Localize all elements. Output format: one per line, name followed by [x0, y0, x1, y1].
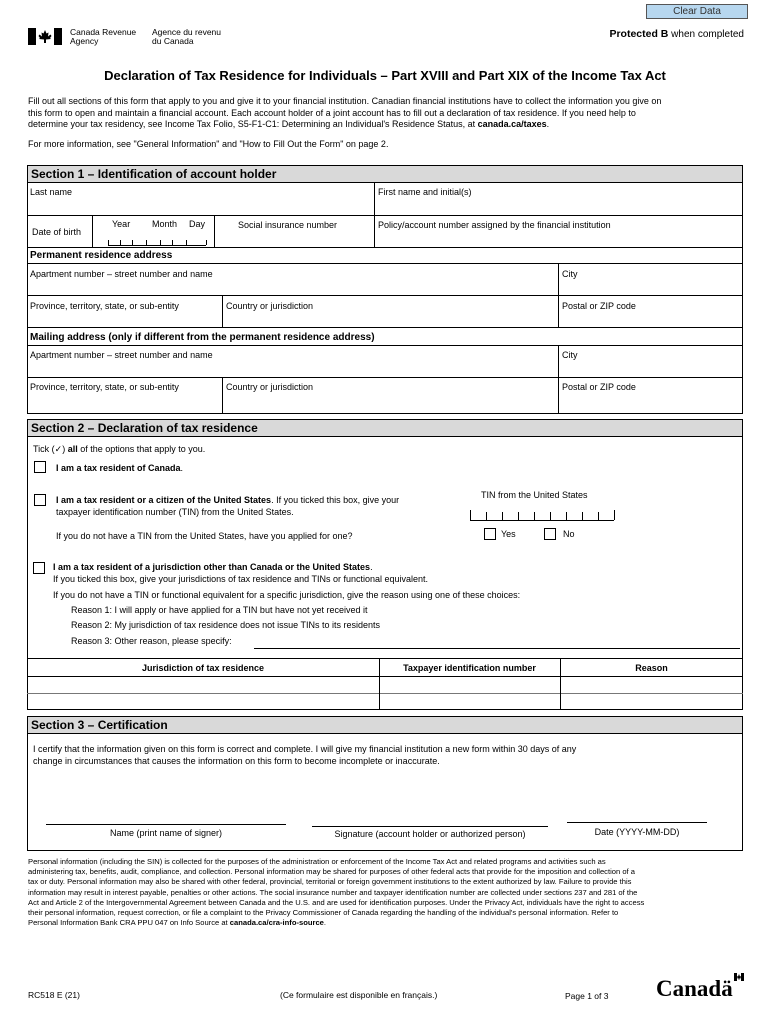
permanent-address-heading: Permanent residence address [30, 250, 173, 261]
perm-province-label: Province, territory, state, or sub-entity [30, 301, 179, 311]
us-resident-label: I am a tax resident or a citizen of the United States. If you ticked this box, give your taxpayer identification number (TIN) from the United States. [56, 495, 400, 517]
protected-b-label: Protected B when completed [609, 28, 744, 40]
tin-us-label: TIN from the United States [481, 490, 588, 500]
table-header-tin: Taxpayer identification number [403, 663, 536, 673]
table-header-jurisdiction: Jurisdiction of tax residence [141, 663, 265, 673]
applied-no-label: No [563, 529, 575, 539]
other-jurisdiction-checkbox[interactable] [33, 562, 45, 574]
reason-2: Reason 2: My jurisdiction of tax residence does not issue TINs to its residents [71, 620, 380, 630]
month-label: Month [152, 219, 178, 229]
mail-country-input[interactable] [226, 394, 554, 410]
french-availability: (Ce formulaire est disponible en français.) [280, 990, 438, 1000]
canada-resident-checkbox[interactable] [34, 461, 46, 473]
mail-apartment-label: Apartment number – street number and name [30, 350, 213, 360]
section1-header: Section 1 – Identification of account holder [27, 165, 743, 183]
tin-row2-input[interactable] [381, 695, 558, 709]
day-label: Day [189, 219, 206, 229]
other-reason-input[interactable] [254, 633, 740, 647]
mail-city-label: City [562, 350, 578, 360]
privacy-notice: Personal information (including the SIN) is collected for the purposes of the administration or enforcement of the Income Tax Act and related programs and activities such as administering tax, benefits, audit, compliance, and collection. Personal information may be shared for purposes of other federal acts that provide for the imposition and collection of a tax or duty. Personal information may also be shared with other federal, provincial, territorial or foreign government institutions to the extent authorized by law. Failure to provide this information may result in interest payable, penalties or other actions. The social insurance number and taxpayer identification number are collected under sections 237 and 281 of the Act and Article 2 of the Intergovernmental Agreement between Canada and the U.S. and are used for identification purposes. Under the Privacy Act, individuals have the right to access their personal information, request correction, or file a complaint to the Privacy Commissioner of Canada regarding the handling of the individual's personal information. Refer to Personal Information Bank CRA PPU 047 on Info Source at canada.ca/cra-info-source. [28, 857, 645, 928]
page-title: Declaration of Tax Residence for Individuals – Part XVIII and Part XIX of the Income Tax Act [104, 68, 666, 83]
sin-input[interactable] [218, 232, 370, 246]
taxes-link[interactable]: canada.ca/taxes [477, 119, 547, 129]
perm-country-input[interactable] [226, 312, 554, 326]
first-name-input[interactable] [378, 192, 738, 212]
signer-name-label: Name (print name of signer) [109, 828, 223, 838]
sin-label: Social insurance number [238, 220, 338, 230]
canada-resident-label: I am a tax resident of Canada. [56, 463, 184, 473]
signer-name-input[interactable] [46, 808, 286, 824]
policy-number-input[interactable] [378, 232, 738, 246]
mail-province-label: Province, territory, state, or sub-entity [30, 382, 179, 392]
clear-data-button[interactable]: Clear Data [646, 4, 748, 19]
section3-header: Section 3 – Certification [27, 716, 743, 734]
us-resident-checkbox[interactable] [34, 494, 46, 506]
section1-body [27, 182, 743, 414]
tick-instruction: Tick (✓) all of the options that apply to you. [33, 444, 206, 454]
other-instruction-2: If you do not have a TIN or functional equivalent for a specific jurisdiction, give the reason using one of these choices: [53, 590, 521, 600]
perm-province-input[interactable] [30, 312, 218, 326]
reason-row1-input[interactable] [562, 678, 741, 692]
date-of-birth-label: Date of birth [32, 227, 82, 237]
perm-city-input[interactable] [562, 280, 738, 294]
perm-city-label: City [562, 269, 578, 279]
form-identifier: RC518 E (21) [28, 990, 80, 1000]
reason-1: Reason 1: I will apply or have applied for a TIN but have not yet received it [71, 605, 368, 615]
last-name-input[interactable] [30, 192, 370, 212]
perm-apartment-input[interactable] [30, 280, 554, 294]
mail-city-input[interactable] [562, 361, 738, 375]
first-name-label: First name and initial(s) [378, 187, 472, 197]
mail-postal-input[interactable] [562, 394, 738, 410]
signature-label: Signature (account holder or authorized person) [334, 829, 526, 839]
agency-name-fr: Agence du revenu du Canada [152, 27, 221, 46]
more-info-text: For more information, see "General Information" and "How to Fill Out the Form" on page 2. [28, 139, 389, 149]
certification-text: I certify that the information given on this form is correct and complete. I will give my financial institution a new form within 30 days of any change in circumstances that causes the information on this form to become incomplete or inaccurate. [33, 744, 577, 766]
table-header-reason: Reason [635, 663, 668, 673]
applied-yes-checkbox[interactable] [484, 528, 496, 540]
mail-apartment-input[interactable] [30, 361, 554, 375]
policy-number-label: Policy/account number assigned by the financial institution [378, 220, 611, 230]
mail-postal-label: Postal or ZIP code [562, 382, 636, 392]
other-jurisdiction-label: I am a tax resident of a jurisdiction other than Canada or the United States. [53, 562, 373, 572]
jurisdiction-row2-input[interactable] [29, 695, 377, 709]
applied-no-checkbox[interactable] [544, 528, 556, 540]
tin-row1-input[interactable] [381, 678, 558, 692]
other-instruction-1: If you ticked this box, give your jurisdictions of tax residence and TINs or functional equivalent. [53, 574, 429, 584]
mail-country-label: Country or jurisdiction [226, 382, 314, 392]
mail-province-input[interactable] [30, 394, 218, 410]
applied-question: If you do not have a TIN from the United States, have you applied for one? [56, 531, 353, 541]
reason-3: Reason 3: Other reason, please specify: [71, 636, 232, 646]
tin-us-input[interactable] [470, 500, 614, 520]
canada-wordmark: Canadä [656, 976, 733, 1001]
mailing-address-heading: Mailing address (only if different from the permanent residence address) [30, 332, 375, 343]
section2-header: Section 2 – Declaration of tax residence [27, 419, 743, 437]
page-number: Page 1 of 3 [565, 991, 609, 1001]
date-label: Date (YYYY-MM-DD) [594, 827, 680, 837]
intro-paragraph: Fill out all sections of this form that apply to you and give it to your financial institution. Canadian financial institutions have to collect the information you give on this form to open and maintain a financial account. Each account holder of a joint account has to fill out a declaration of tax residence. If you need help to determine your tax residency, see Income Tax Folio, S5-F1-C1: Determining an Individual's Residence Status, at canada.ca/taxes. [28, 96, 662, 129]
applied-yes-label: Yes [501, 529, 516, 539]
perm-country-label: Country or jurisdiction [226, 301, 314, 311]
wordmark-flag-icon [734, 973, 744, 983]
last-name-label: Last name [30, 187, 73, 197]
canada-flag-icon [28, 28, 62, 45]
cra-info-source-link[interactable]: canada.ca/cra-info-source [229, 918, 324, 928]
date-of-birth-input[interactable] [96, 230, 210, 246]
reason-row2-input[interactable] [562, 695, 741, 709]
perm-apartment-label: Apartment number – street number and name [30, 269, 213, 279]
year-label: Year [112, 219, 131, 229]
perm-postal-input[interactable] [562, 312, 738, 326]
perm-postal-label: Postal or ZIP code [562, 301, 636, 311]
date-input[interactable] [567, 806, 707, 822]
jurisdiction-row1-input[interactable] [29, 678, 377, 692]
agency-name-en: Canada Revenue Agency [70, 27, 137, 46]
signature-input[interactable] [312, 810, 548, 826]
